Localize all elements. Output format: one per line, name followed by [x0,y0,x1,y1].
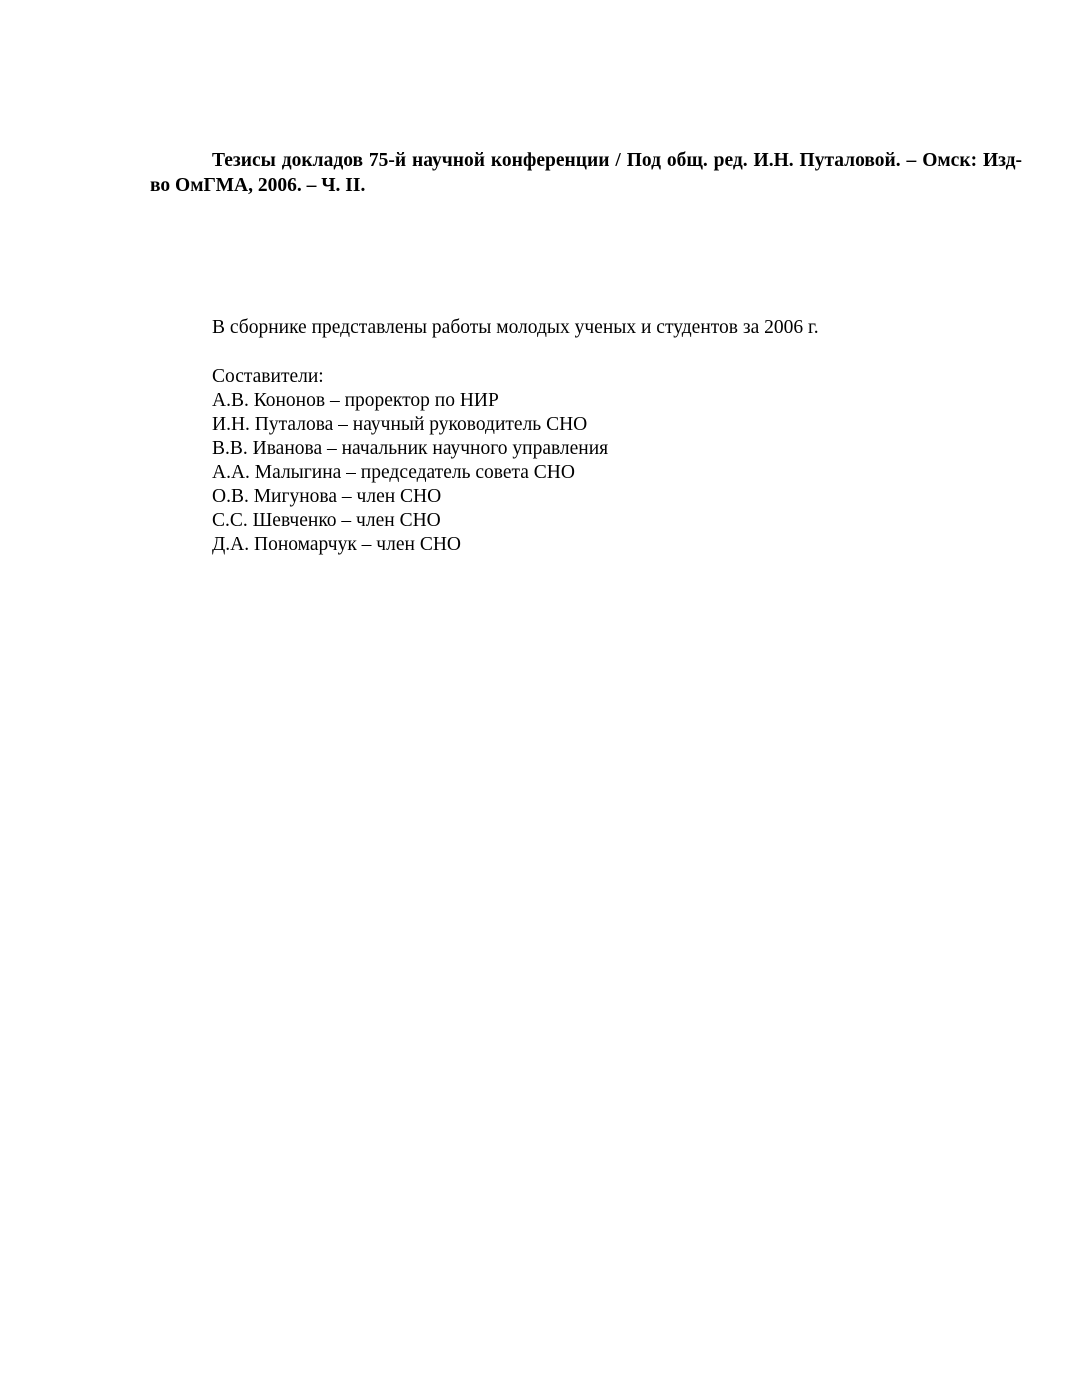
compiler-item: И.Н. Путалова – научный руководитель СНО [212,414,588,435]
compiler-item: А.А. Малыгина – председатель совета СНО [212,462,575,483]
compiler-item: В.В. Иванова – начальник научного управления [212,438,609,459]
collection-description: В сборнике представлены работы молодых ученых и студентов за 2006 г. [212,317,819,338]
compiler-item: С.С. Шевченко – член СНО [212,510,441,531]
compiler-item: А.В. Кононов – проректор по НИР [212,390,499,411]
bibliographic-citation: Тезисы докладов 75-й научной конференции / Под общ. ред. И.Н. Путаловой. – Омск: Изд-во ОмГМА, 2006. – Ч. II. [150,150,1022,196]
compilers-heading: Составители: [212,366,324,387]
compiler-item: Д.А. Пономарчук – член СНО [212,534,461,555]
compilers-list [212,389,608,557]
compiler-item: О.В. Мигунова – член СНО [212,486,442,507]
compilers-section [212,365,608,557]
